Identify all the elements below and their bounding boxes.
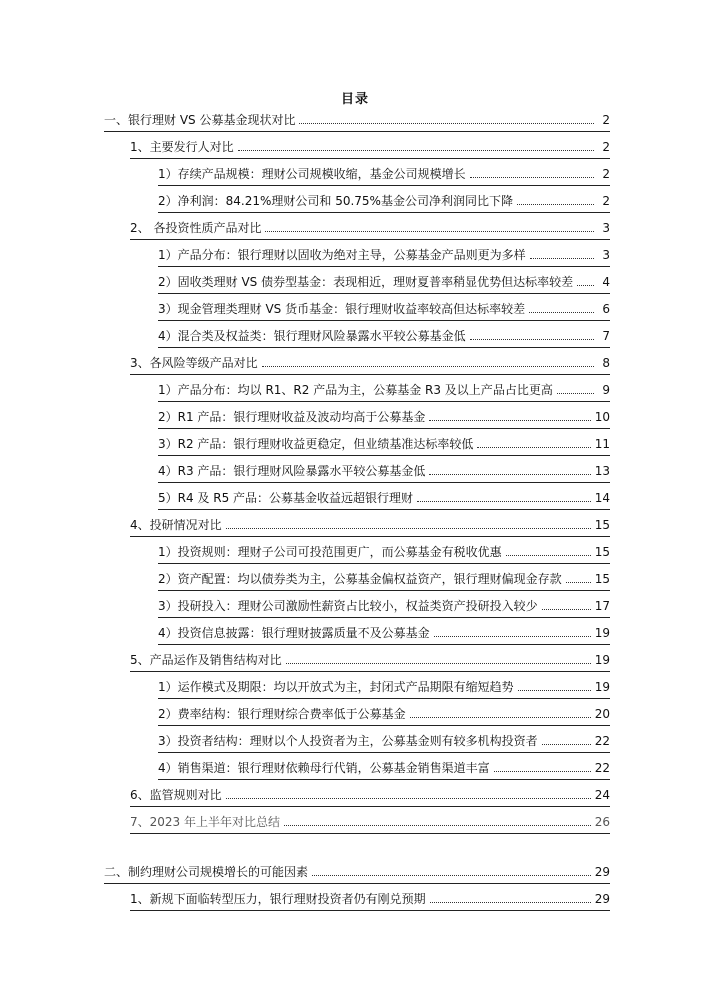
toc-divider [158,266,610,267]
toc-entry-label: 5、产品运作及销售结构对比 [130,653,282,667]
toc-entry[interactable] [158,758,610,776]
toc-entry-label: 3）投资者结构：理财以个人投资者为主，公募基金则有较多机构投资者 [158,734,538,748]
toc-entry-page: 20 [594,707,610,721]
toc-entry-page: 13 [594,464,610,478]
toc-entry-page: 2 [602,167,610,181]
toc-divider [158,779,610,780]
toc-leader-dots [542,744,591,745]
toc-entry-page: 3 [602,248,610,262]
toc-title: 目录 [340,92,369,107]
toc-entry-label: 2）R1 产品：银行理财收益及波动均高于公募基金 [158,410,426,424]
toc-entry[interactable] [130,353,610,371]
toc-entry-label: 3）投研投入：理财公司激励性薪资占比较小，权益类资产投研投入较少 [158,599,538,613]
toc-entry[interactable] [158,434,610,452]
toc-entry-label: 6、监管规则对比 [130,788,222,802]
toc-entry-label: 一、银行理财 VS 公募基金现状对比 [104,113,296,127]
toc-entry-label: 3）现金管理类理财 VS 货币基金：银行理财收益率较高但达标率较差 [158,302,526,316]
toc-entry-label: 3）R2 产品：银行理财收益更稳定，但业绩基准达标率较低 [158,437,474,451]
toc-leader-dots [434,636,591,637]
toc-leader-dots [226,798,591,799]
toc-entry-page: 15 [594,518,610,532]
toc-entry[interactable] [130,889,610,907]
toc-entry-label: 7、2023 年上半年对比总结 [130,815,280,829]
toc-divider [158,644,610,645]
toc-entry-page: 2 [602,113,610,127]
toc-entry[interactable] [158,191,610,209]
toc-divider [130,910,610,911]
toc-entry-page: 22 [594,761,610,775]
toc-entry-page: 4 [602,275,610,289]
toc-leader-dots [226,528,591,529]
toc-entry-page: 11 [594,437,610,451]
toc-leader-dots [529,312,594,313]
toc-divider [158,617,610,618]
toc-divider [158,725,610,726]
toc-entry[interactable] [130,218,610,236]
toc-leader-dots [429,474,590,475]
toc-divider [158,563,610,564]
toc-divider [130,806,610,807]
toc-entry-label: 1）存续产品规模：理财公司规模收缩，基金公司规模增长 [158,167,466,181]
toc-leader-dots [470,339,594,340]
toc-entry[interactable] [104,110,610,128]
toc-divider [104,883,610,884]
toc-leader-dots [566,582,591,583]
toc-leader-dots [312,875,591,876]
toc-entry-label: 4）投资信息披露：银行理财披露质量不及公募基金 [158,626,430,640]
toc-leader-dots [577,285,594,286]
toc-divider [158,509,610,510]
toc-entry[interactable] [158,704,610,722]
toc-entry-page: 22 [594,734,610,748]
toc-entry-page: 19 [594,626,610,640]
toc-entry[interactable] [158,731,610,749]
toc-leader-dots [265,231,594,232]
toc-entry[interactable] [158,407,610,425]
toc-entry-page: 2 [602,140,610,154]
toc-entry-label: 5）R4 及 R5 产品：公募基金收益远超银行理财 [158,491,414,505]
toc-entry-label: 2）净利润：84.21%理财公司和 50.75%基金公司净利润同比下降 [158,194,513,208]
toc-divider [158,455,610,456]
toc-leader-dots [284,825,591,826]
toc-divider [158,590,610,591]
toc-divider [158,482,610,483]
toc-entry[interactable] [130,137,610,155]
toc-entry-page: 26 [594,815,610,829]
toc-divider [130,536,610,537]
toc-leader-dots [262,366,594,367]
toc-entry-page: 3 [602,221,610,235]
toc-entry-page: 15 [594,572,610,586]
toc-divider [130,158,610,159]
toc-entry-page: 19 [594,653,610,667]
toc-entry[interactable] [158,272,610,290]
toc-entry[interactable] [158,245,610,263]
toc-entry-label: 4、投研情况对比 [130,518,222,532]
toc-entry-page: 19 [594,680,610,694]
toc-divider [104,131,610,132]
toc-divider [158,185,610,186]
toc-entry-label: 3、各风险等级产品对比 [130,356,258,370]
toc-divider [158,293,610,294]
toc-entry-page: 6 [602,302,610,316]
toc-entry[interactable] [158,461,610,479]
toc-divider [158,428,610,429]
toc-entry[interactable] [158,326,610,344]
toc-entry-page: 29 [594,892,610,906]
toc-leader-dots [542,609,591,610]
toc-entry-label: 2、 各投资性质产品对比 [130,221,262,235]
toc-leader-dots [506,555,591,556]
toc-entry-label: 1、新规下面临转型压力，银行理财投资者仍有刚兑预期 [130,892,426,906]
toc-entry-label: 4）混合类及权益类：银行理财风险暴露水平较公募基金低 [158,329,466,343]
toc-entry-label: 4）R3 产品：银行理财风险暴露水平较公募基金低 [158,464,426,478]
toc-divider [158,212,610,213]
toc-entry[interactable] [104,862,610,880]
toc-leader-dots [557,393,594,394]
toc-entry-label: 1、主要发行人对比 [130,140,234,154]
toc-entry[interactable] [158,488,610,506]
toc-entry-label: 二、制约理财公司规模增长的可能因素 [104,865,309,879]
toc-entry[interactable] [158,623,610,641]
toc-leader-dots [430,902,591,903]
toc-entry[interactable] [158,299,610,317]
toc-entry-page: 29 [594,865,610,879]
toc-leader-dots [238,150,594,151]
toc-entry-label: 1）投资规则：理财子公司可投范围更广，而公募基金有税收优惠 [158,545,502,559]
toc-entry[interactable] [158,677,610,695]
toc-divider [158,320,610,321]
toc-leader-dots [494,771,591,772]
toc-leader-dots [417,501,591,502]
toc-divider [158,752,610,753]
toc-entry-label: 2）费率结构：银行理财综合费率低于公募基金 [158,707,406,721]
toc-entry-label: 1）产品分布：银行理财以固收为绝对主导，公募基金产品则更为多样 [158,248,526,262]
toc-entry-page: 8 [602,356,610,370]
toc-entry[interactable] [158,542,610,560]
toc-entry[interactable] [158,596,610,614]
toc-leader-dots [299,123,594,124]
toc-entry-page: 7 [602,329,610,343]
toc-divider [130,374,610,375]
toc-entry-page: 17 [594,599,610,613]
toc-entry-page: 10 [594,410,610,424]
toc-entry[interactable] [130,650,610,668]
toc-divider [130,833,610,834]
toc-divider [130,671,610,672]
toc-entry-label: 4）销售渠道：银行理财依赖母行代销，公募基金销售渠道丰富 [158,761,490,775]
toc-leader-dots [470,177,594,178]
toc-leader-dots [286,663,591,664]
toc-entry-label: 1）产品分布：均以 R1、R2 产品为主，公募基金 R3 及以上产品占比更高 [158,383,553,397]
toc-leader-dots [477,447,590,448]
toc-entry[interactable] [130,515,610,533]
toc-leader-dots [410,717,591,718]
toc-entry-page: 2 [602,194,610,208]
toc-entry-page: 24 [594,788,610,802]
toc-leader-dots [530,258,594,259]
toc-leader-dots [518,690,591,691]
toc-entry[interactable] [158,569,610,587]
toc-entry[interactable] [130,785,610,803]
toc-divider [158,347,610,348]
toc-entry-label: 2）固收类理财 VS 债券型基金：表现相近，理财夏普率稍显优势但达标率较差 [158,275,574,289]
toc-entry[interactable] [158,380,610,398]
toc-entry-page: 14 [594,491,610,505]
toc-entry-label: 2）资产配置：均以债券类为主，公募基金偏权益资产，银行理财偏现金存款 [158,572,562,586]
toc-divider [158,698,610,699]
toc-entry[interactable] [130,812,610,830]
toc-entry-page: 9 [602,383,610,397]
toc-entry[interactable] [158,164,610,182]
toc-entry-label: 1）运作模式及期限：均以开放式为主，封闭式产品期限有缩短趋势 [158,680,514,694]
toc-leader-dots [517,204,594,205]
toc-divider [158,401,610,402]
toc-leader-dots [429,420,590,421]
toc-entry-page: 15 [594,545,610,559]
toc-divider [130,239,610,240]
